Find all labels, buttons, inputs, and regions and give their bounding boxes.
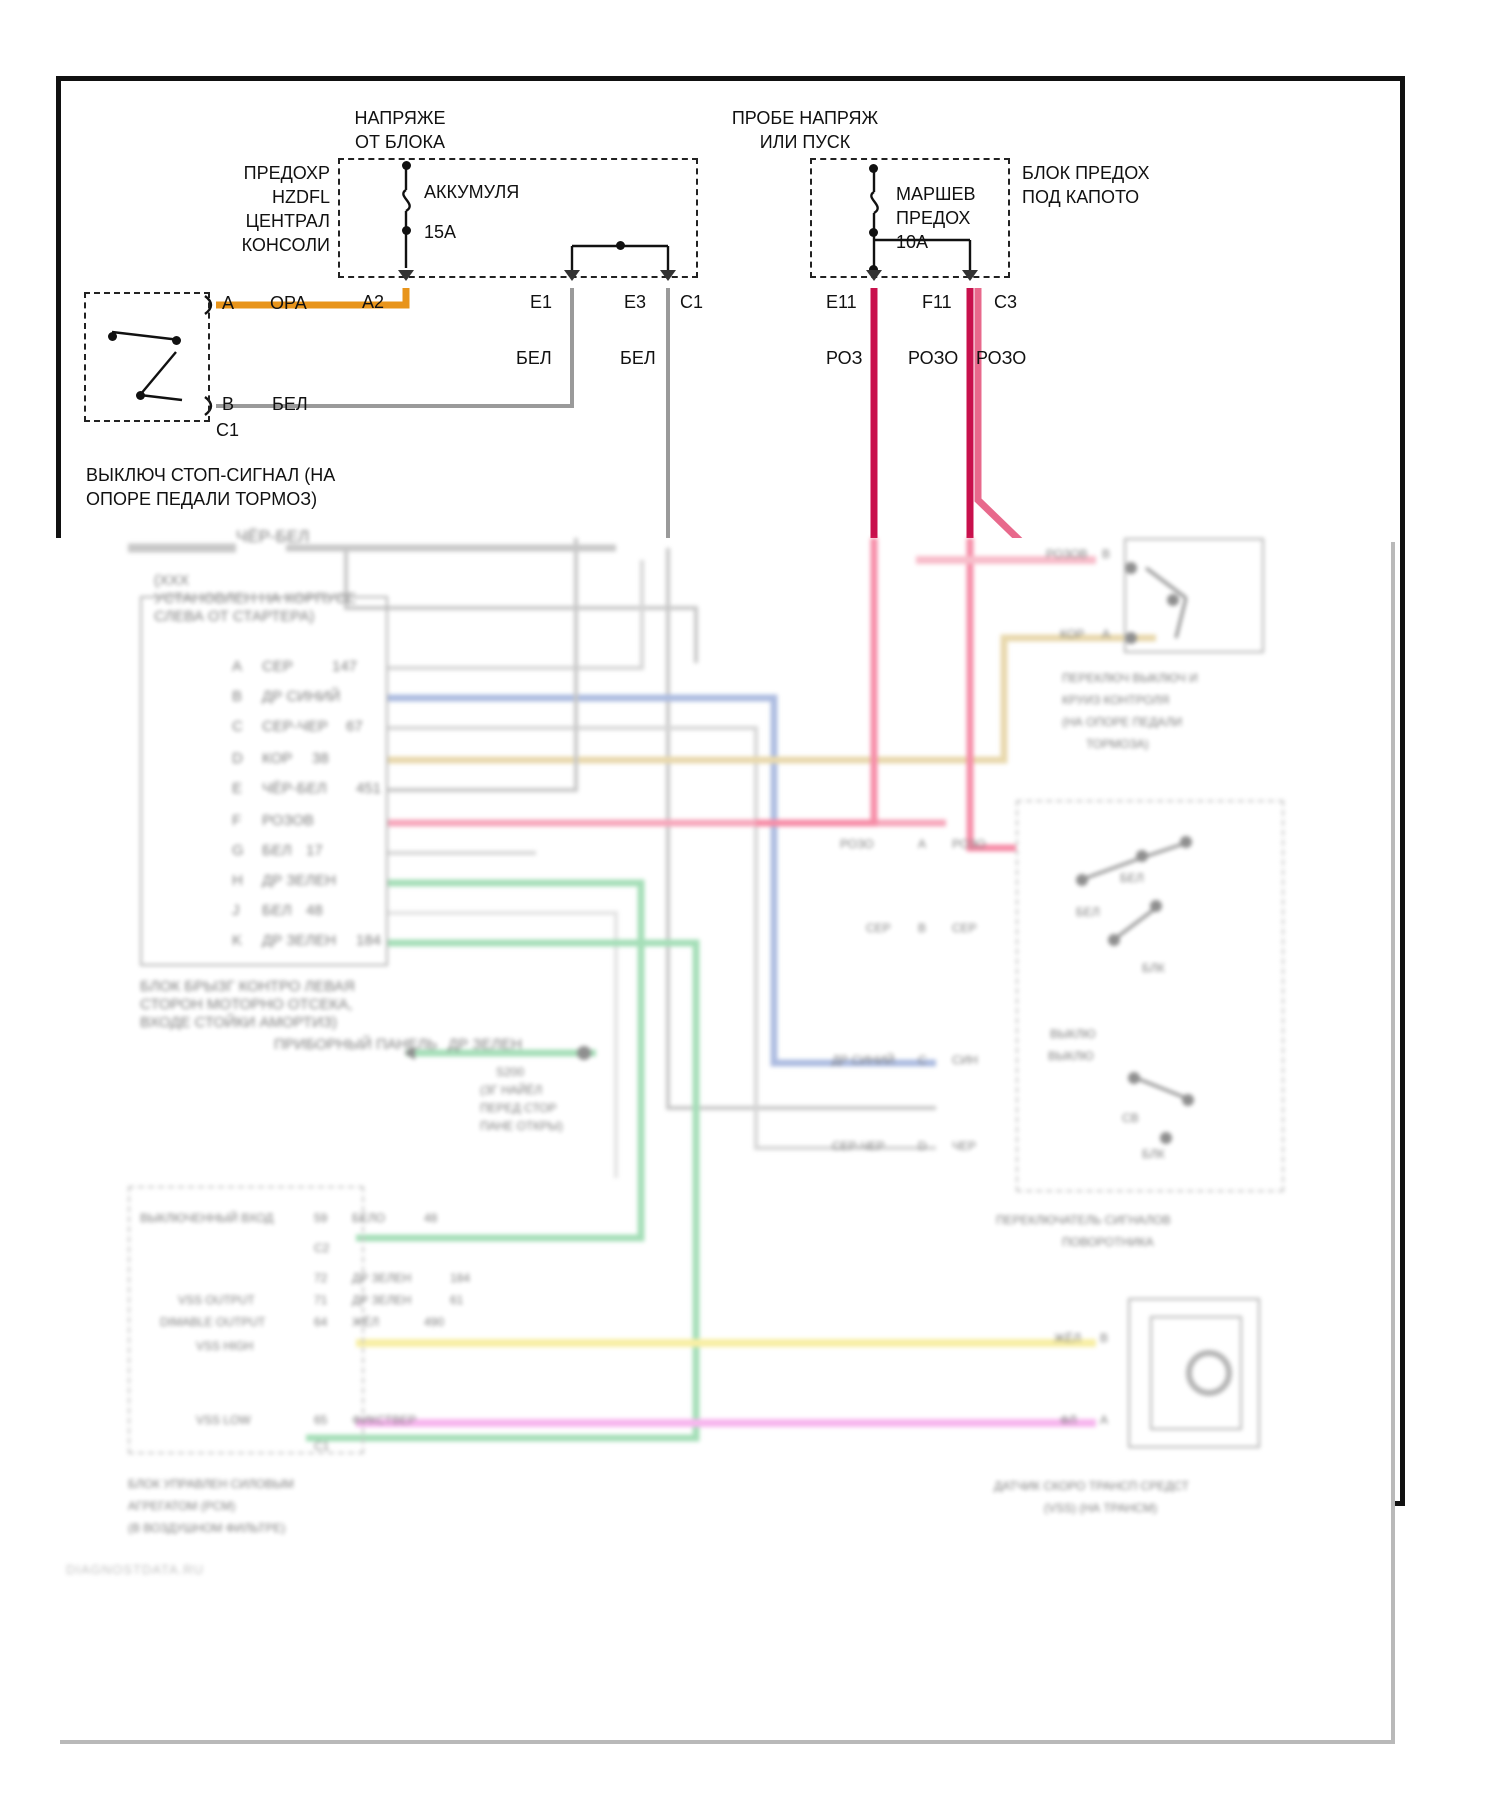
turn-inner-label-3: ВЫКЛЮ (1050, 1027, 1096, 1041)
left-fuse-side-line1: ПРЕДОХР (243, 163, 330, 183)
turn-row-wire-left-0: РОЗО (840, 837, 874, 851)
turn-switch-caption-line1: ПЕРЕКЛЮЧАТЕЛЬ СИГНАЛОВ (996, 1213, 1171, 1227)
turn-inner-label-5: СВ (1122, 1111, 1139, 1125)
turn-row-wire-right-3: ЧЕР (952, 1139, 977, 1153)
row-pin: K (232, 932, 243, 949)
pcm-row-num-4: 490 (424, 1315, 445, 1329)
row-pin: H (232, 872, 243, 889)
wire-label-rozo-1: РОЗО (908, 348, 959, 368)
instrument-panel-note-line4: ПАНЕ ОТКРЫ) (480, 1119, 563, 1133)
turn-row-wire-left-3: СЕР-ЧЕР (832, 1139, 885, 1153)
turn-inner-label-6: БЛК (1142, 1147, 1165, 1161)
pin-label-f11: F11 (922, 292, 952, 312)
vss-wire-a: ФЛ (1060, 1413, 1077, 1427)
junction-node (402, 226, 411, 235)
pin-arrow-e11 (866, 270, 882, 281)
turn-row-wire-right-0: РОЗО (952, 837, 986, 851)
row-pin: E (232, 780, 243, 797)
brake-switch-pin-a: A (1102, 627, 1111, 641)
junction-node (402, 161, 411, 170)
row-num: 17 (306, 842, 323, 859)
pcm-row-label-6: VSS LOW (196, 1413, 251, 1427)
row-wire: ЧЁР-БЕЛ (262, 780, 327, 797)
wire-label-roz: РОЗ (826, 348, 863, 368)
pin-label-e1: E1 (530, 292, 553, 312)
brake-switch-caption-line1: ПЕРЕКЛЮЧ ВЫКЛЮЧ И (1062, 671, 1198, 685)
pcm-row-label-3: VSS OUTPUT (178, 1293, 255, 1307)
switch-terminal-a: A (222, 293, 235, 313)
brake-switch-wire-a: КОР (1060, 627, 1085, 641)
vss-wire-b: ЖЁЛ (1054, 1331, 1081, 1345)
pcm-row-num-0: 48 (424, 1211, 438, 1225)
pcm-row-label-0: ВЫКЛЮЧЕННЫЙ ВХОД (140, 1211, 274, 1225)
row-wire: СЕР (262, 658, 293, 675)
right-fuse-side-line2: ПОД КАПОТО (1022, 187, 1140, 207)
turn-row-pin-0: A (918, 837, 927, 851)
left-connector-caption-line1: БЛОК БРЫЗГ КОНТРО ЛЕВАЯ (140, 978, 355, 995)
pin-arrow-e3 (660, 270, 676, 281)
brake-switch-caption-line3: (НА ОПОРЕ ПЕДАЛИ (1062, 715, 1183, 729)
row-pin: J (232, 902, 240, 919)
turn-signal-switch-block (1016, 800, 1284, 1192)
ground-note-line1: (ХХХ (154, 572, 190, 589)
pcm-row-pin-7: C1 (314, 1439, 330, 1453)
wire-label-rozo-2: РОЗО (976, 348, 1027, 368)
pin-label-e11: E11 (826, 292, 857, 312)
row-pin: B (232, 688, 243, 705)
vss-caption-line1: ДАТЧИК СКОРО ТРАНСП СРЕДСТ (994, 1479, 1189, 1493)
left-fuse-side-line4: КОНСОЛИ (241, 235, 330, 255)
instrument-panel-note-line1: S200 (496, 1065, 525, 1079)
right-fuse-header-line2: ИЛИ ПУСК (759, 132, 851, 152)
wire-label-ora: ОРА (270, 293, 307, 313)
pcm-row-pin-1: C2 (314, 1241, 330, 1255)
brake-switch-caption-line4: ТОРМОЗА) (1086, 737, 1149, 751)
pcm-caption-line1: БЛОК УПРАВЛЕН СИЛОВЫМ (128, 1477, 294, 1491)
instrument-panel-wire: ДР ЗЕЛЕН (448, 1036, 523, 1053)
turn-inner-label-1: БЕЛ (1076, 905, 1100, 919)
turn-row-wire-left-1: СЕР (866, 921, 891, 935)
row-wire: БЕЛ (262, 902, 292, 919)
instrument-panel-note-line3: ПЕРЕД СТОР (480, 1101, 557, 1115)
row-pin: D (232, 750, 243, 767)
wire-label-bel-b: БЕЛ (272, 394, 308, 414)
row-wire: ДР СИНИЙ (262, 688, 341, 705)
row-wire: РОЗОВ (262, 812, 314, 829)
turn-switch-caption-line2: ПОВОРОТНИКА (1062, 1235, 1154, 1249)
right-fuse-name-line2: ПРЕДОХ (896, 208, 971, 228)
turn-row-wire-right-2: СИН (952, 1053, 978, 1067)
right-fuse-side-line1: БЛОК ПРЕДОХ (1022, 163, 1150, 183)
ground-note-line2: УСТАНОВЛЕН НА КОРПУСЕ (154, 590, 357, 607)
watermark: DIAGNOSTDATA.RU (66, 1562, 205, 1577)
left-fuse-side-line3: ЦЕНТРАЛ (245, 211, 330, 231)
brake-cruise-switch-block (1124, 538, 1264, 653)
vss-pin-b: B (1100, 1331, 1109, 1345)
turn-inner-label-0: БЕЛ (1120, 871, 1144, 885)
turn-row-wire-right-1: СЕР (952, 921, 977, 935)
pcm-row-label-5: VSS HIGH (196, 1339, 254, 1353)
switch-connector-c1: C1 (216, 420, 240, 440)
turn-inner-label-4: ВЫКЛЮ (1048, 1049, 1094, 1063)
pcm-row-wire-4: ЖЁЛ (352, 1315, 379, 1329)
vss-pin-a: A (1100, 1413, 1109, 1427)
row-pin: C (232, 718, 243, 735)
pcm-row-wire-6: ФИКСТВЕР (352, 1413, 417, 1427)
row-num: 48 (306, 902, 323, 919)
stop-lamp-switch-title-line2: ОПОРЕ ПЕДАЛИ ТОРМОЗ) (86, 489, 318, 509)
row-pin: F (232, 812, 242, 829)
turn-row-wire-left-2: ДР СИНИЙ (832, 1053, 895, 1067)
pcm-row-pin-6: 65 (314, 1413, 328, 1427)
turn-inner-label-2: БЛК (1142, 961, 1165, 975)
right-fuse-rating: 10А (896, 232, 929, 252)
pin-label-c1-left: C1 (680, 292, 704, 312)
row-pin: G (232, 842, 244, 859)
right-fuse-header-line1: ПРОБЕ НАПРЯЖ (731, 108, 879, 128)
pin-label-e3: E3 (624, 292, 647, 312)
instrument-panel-note-line2: (ЗГ НАЙЁЛ (480, 1083, 543, 1097)
ground-note-line3: СЛЕВА ОТ СТАРТЕРА) (154, 608, 315, 625)
row-wire: ДР ЗЕЛЕН (262, 932, 337, 949)
pin-label-a2: A2 (362, 292, 385, 312)
left-connector-caption-line3: ВХОДЕ СТОЙКИ АМОРТИЗ) (140, 1014, 337, 1031)
pcm-caption-line2: АГРЕГАТОМ (PCM) (128, 1499, 236, 1513)
battery-label: АККУМУЛЯ (424, 182, 520, 202)
pcm-row-pin-0: 59 (314, 1211, 328, 1225)
wire-label-cher-bel: ЧЁР-БЕЛ (236, 527, 310, 546)
left-fuse-header-line2: ОТ БЛОКА (354, 132, 446, 152)
row-wire: БЕЛ (262, 842, 292, 859)
row-wire: КОР (262, 750, 293, 767)
faded-diagram-region (56, 527, 1391, 1740)
row-wire: ДР ЗЕЛЕН (262, 872, 337, 889)
wire-label-bel-e1: БЕЛ (516, 348, 552, 368)
pcm-row-pin-4: 64 (314, 1315, 328, 1329)
instrument-panel-label: ПРИБОРНЫЙ ПАНЕЛЬ (274, 1036, 438, 1053)
pcm-row-wire-2: ДР ЗЕЛЕН (352, 1271, 412, 1285)
row-pin: A (232, 658, 243, 675)
pcm-row-wire-0: БЕЛО (352, 1211, 386, 1225)
pcm-row-pin-2: 72 (314, 1271, 328, 1285)
turn-row-pin-3: D (918, 1139, 927, 1153)
left-connector-caption-line2: СТОРОН МОТОРНО ОТСЕКА, (140, 996, 353, 1013)
left-fuse-header-line1: НАПРЯЖЕ (354, 108, 446, 128)
pin-arrow-e1 (564, 270, 580, 281)
turn-row-pin-2: C (918, 1053, 927, 1067)
left-fuse-side-line2: HZDFL (272, 187, 330, 207)
pcm-row-label-4: DIMABLE OUTPUT (160, 1315, 266, 1329)
row-num: 147 (332, 658, 358, 675)
pcm-row-num-3: 61 (450, 1293, 464, 1307)
row-wire: СЕР-ЧЕР (262, 718, 328, 735)
pcm-row-pin-3: 71 (314, 1293, 328, 1307)
right-fuse-name-line1: МАРШЕВ (896, 184, 976, 204)
vss-caption-line2: (VSS) (НА ТРАНСМ) (1044, 1501, 1158, 1515)
turn-row-pin-1: B (918, 921, 927, 935)
row-num: 38 (312, 750, 329, 767)
switch-terminal-b: B (222, 394, 235, 414)
pin-label-c3: C3 (994, 292, 1018, 312)
stop-lamp-switch-title-line1: ВЫКЛЮЧ СТОП-СИГНАЛ (НА (86, 465, 336, 485)
brake-switch-wire-b: РОЗОВ (1046, 547, 1088, 561)
pcm-row-wire-3: ДР ЗЕЛЕН (352, 1293, 412, 1307)
pcm-caption-line3: (В ВОЗДУШНОМ ФИЛЬТРЕ) (128, 1521, 286, 1535)
junction-node (616, 241, 625, 250)
pin-arrow-f11 (962, 270, 978, 281)
pcm-row-num-2: 184 (450, 1271, 471, 1285)
brake-switch-pin-b: B (1102, 547, 1111, 561)
row-num: 67 (346, 718, 363, 735)
stop-lamp-switch-body (84, 292, 210, 422)
brake-switch-caption-line2: КРУИЗ КОНТРОЛЯ (1062, 693, 1170, 707)
left-fuse-rating: 15А (424, 222, 457, 242)
row-num: 184 (356, 932, 382, 949)
row-num: 451 (356, 780, 382, 797)
pin-arrow-a2 (398, 270, 414, 281)
vss-sensor-coil-icon (1186, 1350, 1232, 1396)
instrument-panel-arrow-icon (404, 1046, 415, 1060)
wire-label-bel-e3: БЕЛ (620, 348, 656, 368)
